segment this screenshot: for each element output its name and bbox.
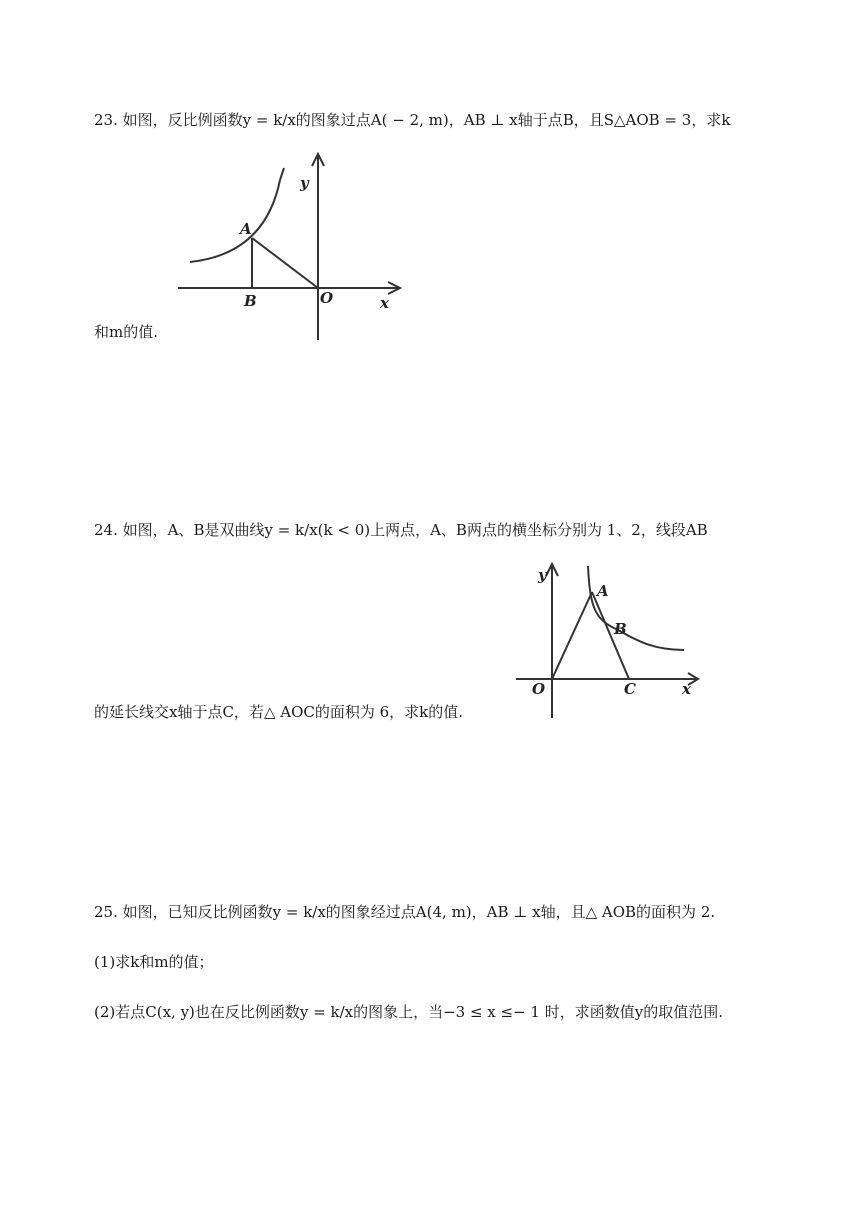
fig24-label-o: O: [532, 680, 546, 698]
problem-25-line-1: 25. 如图，已知反比例函数y = k/x的图象经过点A(4, m)，AB ⊥ x轴，且△ AOB的面积为 2.: [94, 903, 716, 921]
problem-24-figure: [512, 560, 707, 722]
fig23-label-x: x: [380, 294, 389, 312]
fig24-label-a: A: [597, 582, 609, 600]
problem-23-line-1: 23. 如图，反比例函数y = k/x的图象过点A( − 2, m)，AB ⊥ x轴于点B，且S△AOB = 3，求k: [94, 111, 731, 129]
fig24-label-c: C: [624, 680, 636, 698]
fig23-label-a: A: [240, 220, 252, 238]
problem-24-line-2: 的延长线交x轴于点C，若△ AOC的面积为 6，求k的值.: [94, 703, 464, 721]
problem-23-figure: [170, 150, 410, 345]
problem-23-line-2: 和m的值.: [94, 323, 158, 341]
fig23-label-y: y: [300, 174, 309, 192]
fig24-label-y: y: [538, 566, 547, 584]
problem-24-line-1: 24. 如图，A、B是双曲线y = k/x(k < 0)上两点，A、B两点的横坐标分别为 1、2，线段AB: [94, 521, 708, 539]
fig23-label-b: B: [244, 292, 257, 310]
fig23-label-o: O: [320, 289, 334, 307]
problem-25-sub-2: (2)若点C(x, y)也在反比例函数y = k/x的图象上，当−3 ≤ x ≤− 1 时，求函数值y的取值范围.: [94, 1003, 723, 1021]
fig24-label-b: B: [614, 620, 627, 638]
problem-25-sub-1: (1)求k和m的值；: [94, 953, 214, 971]
fig24-label-x: x: [682, 680, 691, 698]
